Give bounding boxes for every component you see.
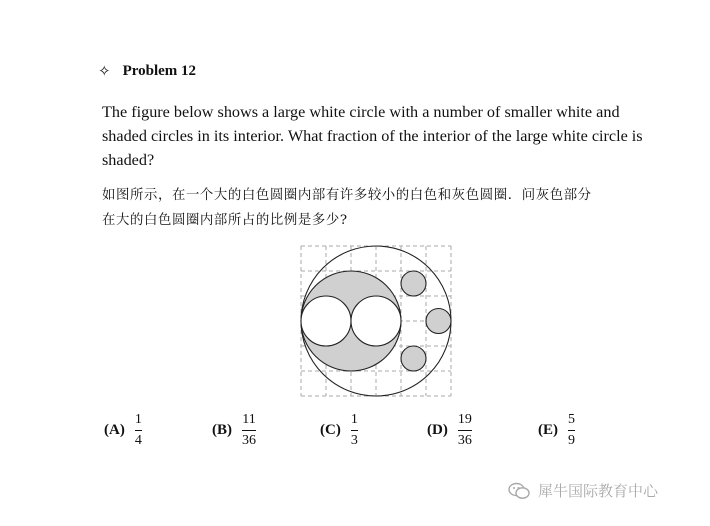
choice-fraction xyxy=(351,412,358,449)
fraction-bar xyxy=(458,430,472,431)
denominator: 36 xyxy=(242,433,256,448)
four-point-star-icon: ✧ xyxy=(98,62,111,80)
figure-svg xyxy=(300,245,452,397)
numerator: 5 xyxy=(568,412,575,427)
choice-fraction xyxy=(568,412,575,449)
choice-e[interactable] xyxy=(538,408,575,453)
white-circle-right xyxy=(351,296,401,346)
watermark-text: 犀牛国际教育中心 xyxy=(538,482,659,500)
wechat-icon xyxy=(508,482,530,500)
problem-text-chinese xyxy=(102,183,652,233)
denominator: 36 xyxy=(457,433,472,448)
denominator: 4 xyxy=(134,433,142,448)
numerator: 1 xyxy=(134,412,142,427)
choice-label: (B) xyxy=(212,422,232,438)
choice-label: (E) xyxy=(538,422,558,438)
numerator: 11 xyxy=(242,412,256,427)
numerator: 19 xyxy=(457,412,472,427)
answer-choices xyxy=(0,408,710,453)
shaded-circle-small-top xyxy=(401,271,426,296)
choice-fraction xyxy=(458,412,472,449)
choice-b[interactable] xyxy=(212,408,256,453)
fraction-bar xyxy=(351,430,358,431)
circle-figure xyxy=(300,245,452,401)
shaded-circle-small-right xyxy=(426,309,451,334)
problem-title: Problem 12 xyxy=(122,62,197,79)
shaded-circle-small-bottom xyxy=(401,346,426,371)
fraction-bar xyxy=(135,430,142,431)
numerator: 1 xyxy=(350,412,358,427)
choice-label: (A) xyxy=(104,422,125,438)
denominator: 9 xyxy=(568,433,575,448)
watermark xyxy=(508,480,658,501)
white-circle-left xyxy=(301,296,351,346)
fraction-bar xyxy=(568,430,575,431)
choice-fraction xyxy=(242,412,256,449)
choice-label: (C) xyxy=(320,422,341,438)
chinese-line-2: 在大的白色圆圈内部所占的比例是多少? xyxy=(102,213,348,228)
problem-text-english: The figure below shows a large white circle with a number of smaller white and shaded circles in its interior. What fraction of the interior of the large white circle is shaded? xyxy=(102,103,643,169)
chinese-line-1: 如图所示，在一个大的白色圆圈内部有许多较小的白色和灰色圆圈．问灰色部分 xyxy=(102,188,592,203)
choice-c[interactable] xyxy=(320,408,358,453)
choice-a[interactable] xyxy=(104,408,142,453)
fraction-bar xyxy=(242,430,256,431)
denominator: 3 xyxy=(350,433,358,448)
problem-header xyxy=(98,62,196,80)
choice-d[interactable] xyxy=(427,408,472,453)
choice-label: (D) xyxy=(427,422,448,438)
choice-fraction xyxy=(135,412,142,449)
